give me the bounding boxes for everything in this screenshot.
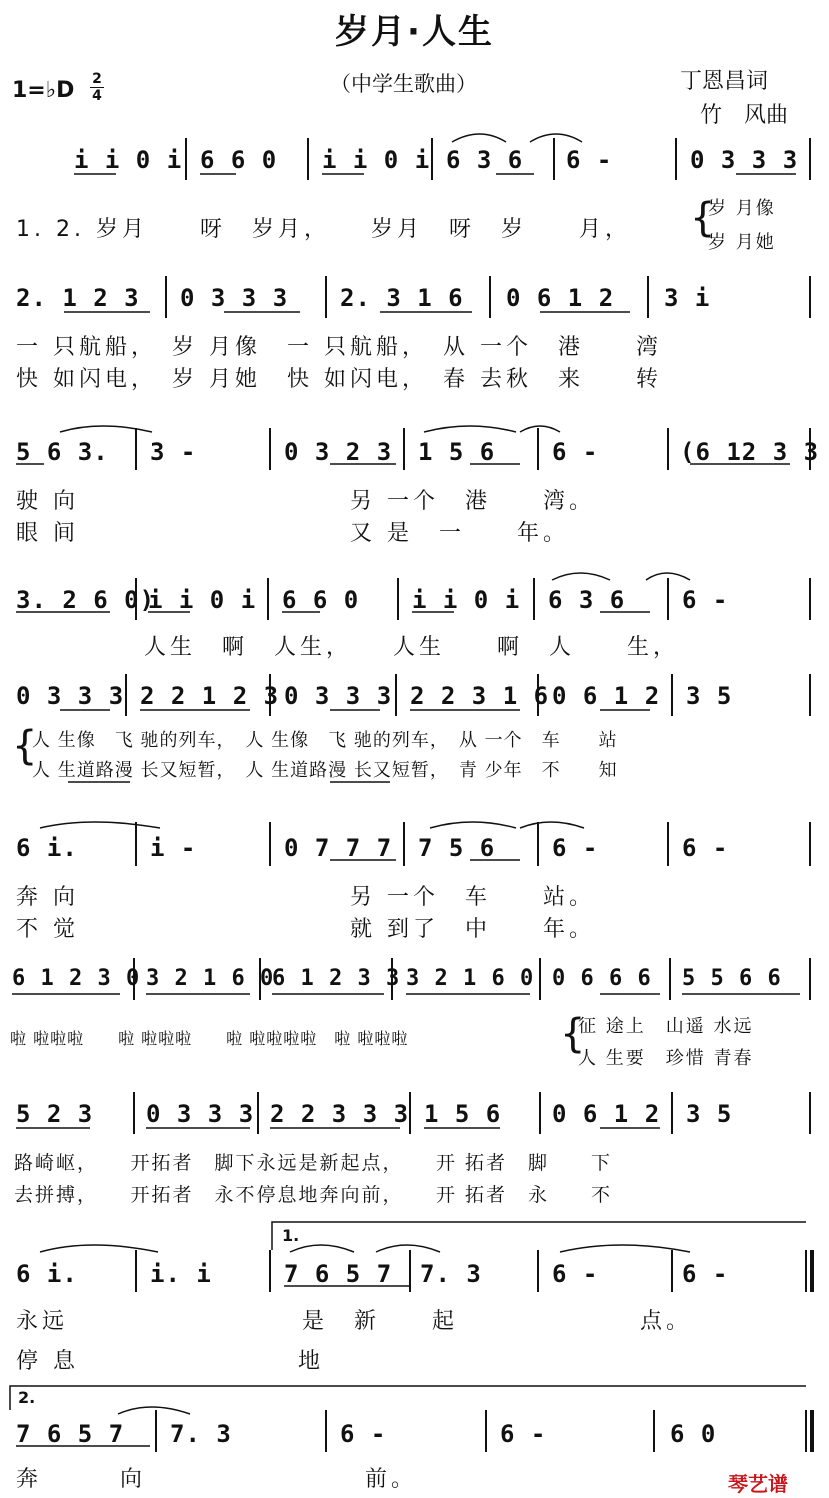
measure: 1 5 6 bbox=[424, 1100, 502, 1128]
measure: 6 - bbox=[682, 834, 729, 862]
lyric-line: 永远 是 新 起 点。 bbox=[16, 1309, 693, 1334]
measure: i i 0 i bbox=[148, 586, 257, 614]
measure: 6 - bbox=[552, 1260, 599, 1288]
lyric-line: 停 息 地 bbox=[16, 1349, 324, 1374]
lyric-line: 啦 啦啦啦 啦 啦啦啦 啦 啦啦啦啦 啦 啦啦啦 bbox=[10, 1029, 409, 1048]
measure: i i 0 i bbox=[322, 146, 431, 174]
lyric-line: 不 觉 就 到了 中 年。 bbox=[16, 917, 595, 942]
measure: 2 2 1 2 3 bbox=[140, 682, 280, 710]
lyric-side: 征 途上 山遥 水远 bbox=[578, 1016, 754, 1037]
lyric-line: 人生 啊 人生， 人生 啊 人 生， bbox=[144, 635, 680, 660]
measure: 0 6 1 2 bbox=[552, 1100, 661, 1128]
measure: 1 5 6 bbox=[418, 438, 496, 466]
time-denominator: 4 bbox=[92, 88, 102, 104]
lyric-line: 去拼搏， 开拓者 永不停息地奔向前， 开 拓者 永 不 bbox=[14, 1184, 613, 1206]
measure: 7. 3 bbox=[420, 1260, 482, 1288]
measure: 3 - bbox=[150, 438, 197, 466]
brand-logo-text: 琴艺谱 bbox=[728, 1472, 788, 1496]
measure: 6 6 0 bbox=[200, 146, 278, 174]
measure: 3. 2 6 0) bbox=[16, 586, 156, 614]
measure: i - bbox=[150, 834, 197, 862]
measure: 2. 1 2 3 bbox=[16, 284, 140, 312]
measure: 7 6 5 7 bbox=[284, 1260, 393, 1288]
lyric-side: 岁 月她 bbox=[708, 232, 776, 253]
volta-second-label: 2. bbox=[18, 1388, 36, 1407]
volta-first-label: 1. bbox=[282, 1226, 300, 1245]
measure: 6 - bbox=[566, 146, 613, 174]
lyric-line: 眼 间 又 是 一 年。 bbox=[16, 521, 569, 546]
measure: 5 5 6 6 bbox=[682, 966, 782, 991]
composer-credit: 竹 风曲 bbox=[700, 103, 789, 128]
measure: 6 1 2 3 3 bbox=[272, 966, 401, 991]
time-numerator: 2 bbox=[92, 71, 102, 87]
lyric-brace: { bbox=[690, 195, 716, 241]
measure: 6 i. bbox=[16, 834, 78, 862]
key-signature: 1=♭D bbox=[12, 78, 75, 103]
time-signature bbox=[90, 72, 104, 103]
measure: 6 - bbox=[682, 586, 729, 614]
lyric-line: 人 生像 飞 驰的列车， 人 生像 飞 驰的列车， 从 一个 车 站 bbox=[32, 730, 618, 751]
measure: i i 0 i bbox=[412, 586, 521, 614]
measure: 0 3 3 3 bbox=[284, 682, 393, 710]
song-title: 岁月·人生 bbox=[335, 12, 494, 52]
measure: 6 - bbox=[552, 834, 599, 862]
measure: 6 3 6 bbox=[548, 586, 626, 614]
measure: 3 2 1 6 0 bbox=[406, 966, 535, 991]
measure: 3 5 bbox=[686, 1100, 733, 1128]
measure: 7. 3 bbox=[170, 1420, 232, 1448]
lyric-line: 人 生道路漫 长又短暂， 人 生道路漫 长又短暂， 青 少年 不 知 bbox=[32, 760, 618, 781]
measure: 2 2 3 1 6 bbox=[410, 682, 550, 710]
lyric-line: 快 如闪电， 岁 月她 快 如闪电， 春 去秋 来 转 bbox=[16, 367, 662, 392]
measure: 0 6 6 6 bbox=[552, 966, 652, 991]
measure: 6 6 0 bbox=[282, 586, 360, 614]
measure: 0 6 1 2 bbox=[506, 284, 615, 312]
measure: 2. 3 1 6 bbox=[340, 284, 464, 312]
measure: 0 3 3 3 bbox=[16, 682, 125, 710]
measure: 7 6 5 7 bbox=[16, 1420, 125, 1448]
measure: 6 - bbox=[682, 1260, 729, 1288]
measure: 0 3 3 3 bbox=[180, 284, 289, 312]
measure: 6 - bbox=[500, 1420, 547, 1448]
measure: 3 i bbox=[664, 284, 711, 312]
measure: 0 3 3 3 bbox=[690, 146, 799, 174]
measure: 7 5 6 bbox=[418, 834, 496, 862]
lyric-line: 奔 向 前。 bbox=[16, 1467, 417, 1492]
measure: i. i bbox=[150, 1260, 212, 1288]
measure: 6 - bbox=[552, 438, 599, 466]
lyric-brace: { bbox=[12, 723, 38, 769]
measure: 6 3 6 bbox=[446, 146, 524, 174]
song-subtitle: （中学生歌曲） bbox=[330, 72, 477, 96]
measure: 0 7 7 7 bbox=[284, 834, 393, 862]
measure: i i 0 i bbox=[74, 146, 183, 174]
lyric-line: 路崎岖， 开拓者 脚下永远是新起点， 开 拓者 脚 下 bbox=[14, 1152, 613, 1174]
lyric-side: 岁 月像 bbox=[708, 198, 776, 219]
lyric-line: 一 只航船， 岁 月像 一 只航船， 从 一个 港 湾 bbox=[16, 335, 662, 360]
measure: (6 12 3 3 bbox=[680, 438, 820, 466]
lyric-brace: { bbox=[560, 1011, 586, 1057]
measure: 6 - bbox=[340, 1420, 387, 1448]
measure: 0 3 2 3 bbox=[284, 438, 393, 466]
measure: 6 i. bbox=[16, 1260, 78, 1288]
measure: 6 0 bbox=[670, 1420, 717, 1448]
lyric-line: 1. 2. 岁月 呀 岁月， 岁月 呀 岁 月， bbox=[16, 217, 631, 242]
measure: 2 2 3 3 3 bbox=[270, 1100, 410, 1128]
measure: 0 3 3 3 bbox=[146, 1100, 255, 1128]
lyric-line: 驶 向 另 一个 港 湾。 bbox=[16, 489, 595, 514]
measure: 5 2 3 bbox=[16, 1100, 94, 1128]
measure: 3 2 1 6 0 bbox=[146, 966, 275, 991]
measure: 5 6 3. bbox=[16, 438, 109, 466]
measure: 3 5 bbox=[686, 682, 733, 710]
lyric-side: 人 生要 珍惜 青春 bbox=[578, 1048, 754, 1069]
measure: 0 6 1 2 bbox=[552, 682, 661, 710]
lyricist-credit: 丁恩昌词 bbox=[680, 69, 769, 94]
lyric-line: 奔 向 另 一个 车 站。 bbox=[16, 885, 595, 910]
measure: 6 1 2 3 0 bbox=[12, 966, 141, 991]
